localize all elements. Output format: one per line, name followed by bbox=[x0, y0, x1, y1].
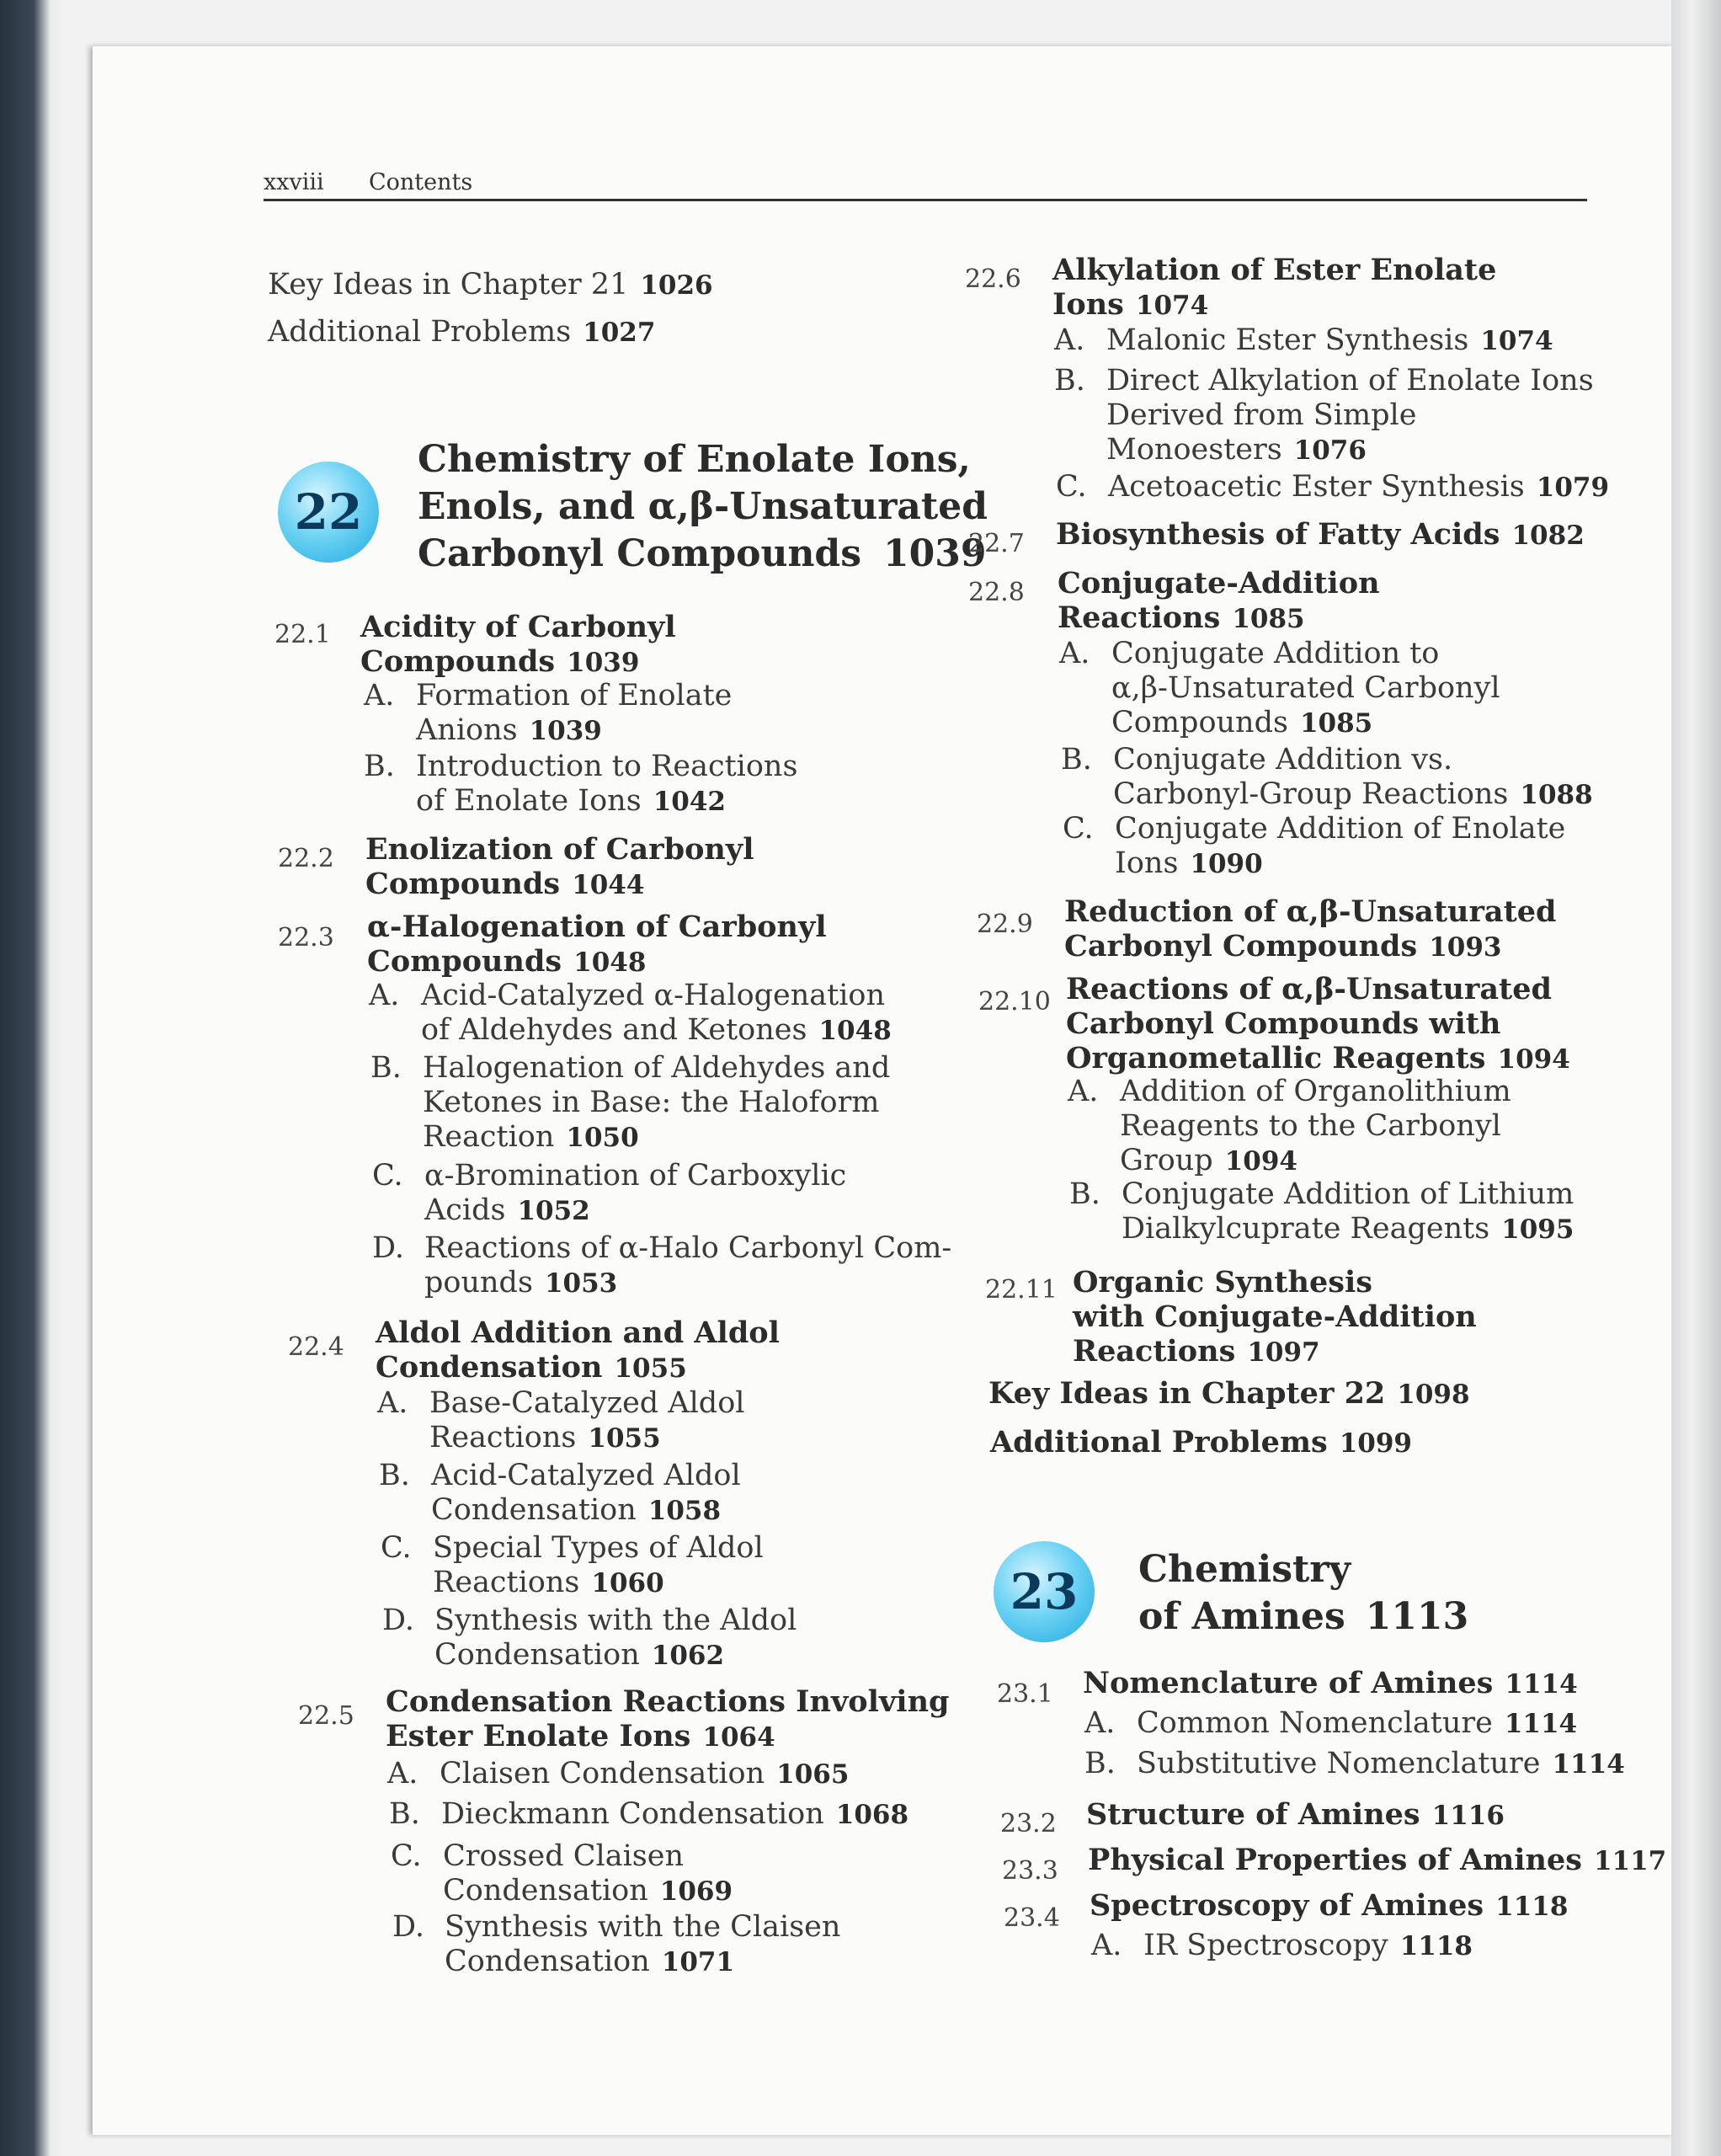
subsection-title: Carbonyl-Group Reactions bbox=[1113, 777, 1509, 811]
subsection-title: Direct Alkylation of Enolate Ions bbox=[1106, 364, 1594, 398]
subsection-title: Anions bbox=[416, 713, 518, 747]
running-head-title: Contents bbox=[369, 169, 473, 195]
subsection-22-8-b bbox=[1061, 743, 1593, 813]
subsection-title: Condensation bbox=[445, 1945, 650, 1978]
subsection-title: Acid-Catalyzed Aldol bbox=[431, 1459, 741, 1492]
section-number: 22.9 bbox=[977, 910, 1033, 939]
page-ref: 1039 bbox=[529, 716, 602, 746]
page-ref: 1064 bbox=[702, 1722, 775, 1753]
subsection-22-6-a bbox=[1054, 323, 1553, 359]
chapter-22-badge bbox=[278, 462, 379, 563]
section-22-7 bbox=[1056, 517, 1585, 553]
section-number: 22.10 bbox=[978, 987, 1051, 1017]
subsection-letter: A. bbox=[1054, 323, 1085, 357]
section-title: Reduction of α,β-Unsaturated bbox=[1064, 894, 1557, 929]
section-title: Reactions bbox=[1058, 600, 1221, 635]
section-title: Structure of Amines bbox=[1086, 1797, 1420, 1832]
section-title: Compounds bbox=[360, 644, 556, 679]
subsection-title: Crossed Claisen bbox=[443, 1839, 684, 1873]
subsection-title: Conjugate Addition of Enolate bbox=[1115, 812, 1566, 846]
page-ref: 1069 bbox=[659, 1876, 733, 1907]
page-ref: 1058 bbox=[647, 1496, 722, 1526]
subsection-letter: C. bbox=[1063, 812, 1094, 846]
section-title: α-Halogenation of Carbonyl bbox=[367, 910, 827, 944]
section-22-10 bbox=[1066, 972, 1570, 1077]
section-title: Carbonyl Compounds bbox=[1064, 929, 1418, 963]
page-edge-strip bbox=[1671, 0, 1721, 2156]
subsection-22-1-a bbox=[364, 679, 732, 749]
section-number: 23.2 bbox=[1000, 1809, 1057, 1838]
section-number: 22.1 bbox=[274, 620, 331, 649]
running-head bbox=[264, 168, 1587, 201]
section-number: 22.11 bbox=[985, 1275, 1058, 1305]
subsection-23-4-a bbox=[1091, 1929, 1473, 1964]
subsection-22-5-c bbox=[391, 1839, 733, 1909]
subsection-letter: A. bbox=[1091, 1929, 1122, 1962]
subsection-title: Reactions bbox=[433, 1566, 580, 1599]
section-22-3 bbox=[367, 910, 827, 980]
subsection-letter: A. bbox=[364, 679, 395, 712]
section-title: Organometallic Reagents bbox=[1066, 1041, 1486, 1075]
subsection-title: Synthesis with the Claisen bbox=[445, 1910, 841, 1944]
key-ideas-22-label: Key Ideas in Chapter 22 bbox=[988, 1376, 1386, 1411]
section-title: Acidity of Carbonyl bbox=[360, 610, 676, 644]
chapter-title-line: of Amines bbox=[1138, 1595, 1345, 1638]
chapter-number: 22 bbox=[294, 483, 363, 541]
subsection-title: Introduction to Reactions bbox=[416, 750, 798, 783]
subsection-title: α,β-Unsaturated Carbonyl bbox=[1111, 671, 1500, 705]
page-ref: 1052 bbox=[517, 1196, 590, 1226]
subsection-23-1-b bbox=[1084, 1747, 1625, 1782]
subsection-title: pounds bbox=[424, 1266, 533, 1299]
section-title: Physical Properties of Amines bbox=[1088, 1843, 1582, 1877]
page-ref: 1085 bbox=[1232, 604, 1305, 634]
subsection-title: Addition of Organolithium bbox=[1120, 1075, 1511, 1108]
section-23-4 bbox=[1090, 1888, 1568, 1924]
page-ref: 1065 bbox=[776, 1759, 850, 1790]
chapter-22-title bbox=[418, 436, 988, 578]
section-22-11 bbox=[1073, 1265, 1477, 1370]
subsection-title: Compounds bbox=[1111, 706, 1288, 739]
subsection-letter: A. bbox=[1084, 1706, 1116, 1740]
section-22-4 bbox=[376, 1315, 780, 1386]
subsection-title: of Enolate Ions bbox=[416, 784, 642, 818]
subsection-title: Common Nomenclature bbox=[1137, 1706, 1493, 1740]
subsection-title: Condensation bbox=[431, 1493, 637, 1527]
page-ref: 1114 bbox=[1504, 1709, 1578, 1739]
section-22-2 bbox=[365, 832, 754, 903]
subsection-title: Base-Catalyzed Aldol bbox=[429, 1386, 745, 1420]
subsection-22-8-c bbox=[1063, 812, 1565, 882]
subsection-22-4-d bbox=[382, 1604, 797, 1673]
section-number: 22.4 bbox=[288, 1332, 344, 1362]
page-ref: 1048 bbox=[818, 1016, 892, 1046]
subsection-letter: D. bbox=[392, 1910, 424, 1944]
section-title: Conjugate-Addition bbox=[1058, 566, 1380, 600]
page-ref: 1099 bbox=[1339, 1428, 1412, 1459]
section-23-2 bbox=[1086, 1797, 1505, 1833]
section-23-1 bbox=[1083, 1666, 1578, 1702]
subsection-title: Ions bbox=[1115, 846, 1179, 880]
subsection-22-10-b bbox=[1069, 1177, 1574, 1247]
subsection-letter: B. bbox=[1084, 1747, 1116, 1780]
subsection-title: Reaction bbox=[423, 1120, 555, 1154]
page-ref: 1027 bbox=[583, 318, 656, 348]
section-title: Reactions bbox=[1073, 1334, 1236, 1369]
section-22-6 bbox=[1052, 253, 1496, 323]
page-ref: 1062 bbox=[651, 1641, 725, 1671]
subsection-letter: D. bbox=[382, 1604, 414, 1637]
page-ref: 1060 bbox=[591, 1568, 664, 1598]
page-ref: 1114 bbox=[1505, 1669, 1578, 1700]
subsection-letter: B. bbox=[364, 750, 395, 783]
section-number: 23.3 bbox=[1002, 1856, 1058, 1886]
subsection-title: Acids bbox=[424, 1193, 506, 1227]
section-number: 22.5 bbox=[298, 1701, 354, 1731]
key-ideas-21-label: Key Ideas in Chapter 21 bbox=[268, 268, 629, 302]
section-title: Enolization of Carbonyl bbox=[365, 832, 754, 867]
section-23-3 bbox=[1088, 1843, 1666, 1879]
page-ref: 1094 bbox=[1497, 1044, 1570, 1075]
subsection-letter: B. bbox=[379, 1459, 410, 1492]
subsection-letter: A. bbox=[369, 979, 400, 1012]
page-ref: 1074 bbox=[1135, 291, 1209, 321]
subsection-title: α-Bromination of Carboxylic bbox=[424, 1159, 847, 1193]
subsection-letter: A. bbox=[1059, 637, 1090, 670]
page-ref: 1118 bbox=[1495, 1892, 1569, 1922]
chapter-title-line: Carbonyl Compounds bbox=[418, 532, 861, 575]
additional-problems-label: Additional Problems bbox=[268, 315, 572, 349]
section-title: Ester Enolate Ions bbox=[386, 1719, 691, 1753]
subsection-letter: B. bbox=[1054, 364, 1085, 398]
subsection-22-4-c bbox=[381, 1531, 764, 1601]
page-ref: 1098 bbox=[1397, 1380, 1470, 1410]
subsection-22-3-c bbox=[372, 1159, 846, 1229]
page-ref: 1026 bbox=[640, 270, 713, 301]
subsection-22-4-a bbox=[377, 1386, 744, 1456]
page-ref: 1055 bbox=[588, 1423, 661, 1454]
page-ref: 1053 bbox=[544, 1268, 618, 1299]
subsection-22-4-b bbox=[379, 1459, 741, 1529]
page-ref: 1082 bbox=[1511, 520, 1585, 551]
subsection-letter: A. bbox=[387, 1757, 418, 1790]
section-title: Carbonyl Compounds with bbox=[1066, 1006, 1501, 1041]
subsection-title: Malonic Ester Synthesis bbox=[1106, 323, 1469, 357]
subsection-22-1-b bbox=[364, 750, 797, 819]
subsection-title: Substitutive Nomenclature bbox=[1137, 1747, 1541, 1780]
section-title: Biosynthesis of Fatty Acids bbox=[1056, 517, 1500, 552]
chapter-page-ref: 1113 bbox=[1365, 1595, 1469, 1638]
subsection-letter: B. bbox=[389, 1797, 420, 1831]
page-ref: 1039 bbox=[567, 648, 640, 678]
key-ideas-21 bbox=[268, 268, 713, 303]
section-number: 23.1 bbox=[997, 1679, 1053, 1709]
subsection-title: Derived from Simple bbox=[1106, 398, 1417, 432]
subsection-title: Conjugate Addition vs. bbox=[1113, 743, 1453, 776]
section-number: 22.2 bbox=[278, 844, 334, 873]
subsection-title: Dialkylcuprate Reagents bbox=[1122, 1212, 1490, 1246]
key-ideas-22 bbox=[988, 1376, 1470, 1412]
chapter-number: 23 bbox=[1010, 1563, 1079, 1620]
page-ref: 1071 bbox=[661, 1947, 735, 1977]
section-number: 22.3 bbox=[278, 923, 334, 953]
page-number-label: xxviii bbox=[264, 169, 324, 195]
subsection-title: Acetoacetic Ester Synthesis bbox=[1108, 470, 1525, 504]
subsection-letter: D. bbox=[372, 1231, 404, 1265]
subsection-title: IR Spectroscopy bbox=[1143, 1929, 1388, 1962]
additional-problems-22 bbox=[990, 1425, 1412, 1461]
page-ref: 1055 bbox=[614, 1353, 687, 1384]
section-title: Compounds bbox=[365, 867, 561, 901]
subsection-title: Halogenation of Aldehydes and bbox=[423, 1051, 891, 1085]
additional-problems-label: Additional Problems bbox=[990, 1425, 1328, 1460]
page-ref: 1042 bbox=[653, 787, 726, 817]
subsection-title: Group bbox=[1120, 1144, 1213, 1177]
subsection-letter: A. bbox=[377, 1386, 408, 1420]
subsection-title: Ketones in Base: the Haloform bbox=[423, 1086, 880, 1119]
subsection-22-10-a bbox=[1068, 1075, 1511, 1179]
chapter-23-title bbox=[1138, 1546, 1468, 1641]
subsection-title: Reactions bbox=[429, 1421, 577, 1454]
subsection-title: of Aldehydes and Ketones bbox=[421, 1013, 807, 1047]
subsection-22-6-b bbox=[1054, 364, 1594, 468]
page-ref: 1044 bbox=[572, 870, 645, 900]
page-ref: 1097 bbox=[1247, 1337, 1320, 1368]
page-ref: 1068 bbox=[835, 1800, 909, 1830]
page-ref: 1114 bbox=[1552, 1749, 1625, 1780]
subsection-title: Conjugate Addition of Lithium bbox=[1122, 1177, 1574, 1211]
subsection-letter: C. bbox=[381, 1531, 412, 1565]
chapter-title-line: Enols, and α,β-Unsaturated bbox=[418, 485, 988, 528]
subsection-letter: C. bbox=[391, 1839, 422, 1873]
subsection-title: Reagents to the Carbonyl bbox=[1120, 1109, 1501, 1143]
subsection-title: Special Types of Aldol bbox=[433, 1531, 764, 1565]
subsection-22-5-b bbox=[389, 1797, 908, 1833]
page-ref: 1076 bbox=[1293, 435, 1367, 466]
subsection-title: Monoesters bbox=[1106, 433, 1282, 467]
additional-problems-21 bbox=[268, 315, 655, 350]
section-title: Spectroscopy of Amines bbox=[1090, 1888, 1484, 1923]
section-22-5 bbox=[386, 1684, 950, 1755]
subsection-title: Condensation bbox=[434, 1638, 640, 1672]
section-title: Ions bbox=[1052, 287, 1124, 322]
page-ref: 1074 bbox=[1480, 326, 1553, 356]
section-title: Condensation Reactions Involving bbox=[386, 1684, 950, 1719]
subsection-title: Condensation bbox=[443, 1874, 648, 1908]
subsection-letter: B. bbox=[1069, 1177, 1100, 1211]
section-title: with Conjugate-Addition bbox=[1073, 1299, 1477, 1334]
section-number: 22.7 bbox=[968, 529, 1025, 558]
subsection-22-5-a bbox=[387, 1757, 849, 1792]
chapter-title-line: Chemistry bbox=[1138, 1548, 1351, 1591]
section-number: 22.8 bbox=[968, 578, 1025, 607]
subsection-title: Reactions of α-Halo Carbonyl Com- bbox=[424, 1231, 952, 1265]
page-ref: 1079 bbox=[1536, 472, 1610, 503]
subsection-letter: C. bbox=[372, 1159, 403, 1193]
subsection-title: Claisen Condensation bbox=[440, 1757, 765, 1790]
chapter-23-badge bbox=[994, 1541, 1095, 1642]
subsection-letter: A. bbox=[1068, 1075, 1099, 1108]
section-title: Organic Synthesis bbox=[1073, 1265, 1372, 1299]
section-title: Aldol Addition and Aldol bbox=[376, 1315, 780, 1350]
section-title: Reactions of α,β-Unsaturated bbox=[1066, 972, 1552, 1006]
page-ref: 1085 bbox=[1299, 708, 1373, 739]
page-ref: 1117 bbox=[1593, 1846, 1667, 1876]
page-ref: 1048 bbox=[573, 947, 647, 978]
subsection-23-1-a bbox=[1084, 1706, 1577, 1742]
section-22-1 bbox=[360, 610, 676, 680]
section-number: 22.6 bbox=[965, 264, 1021, 294]
subsection-title: Dieckmann Condensation bbox=[441, 1797, 824, 1831]
page-ref: 1090 bbox=[1190, 849, 1263, 879]
section-title: Compounds bbox=[367, 944, 562, 979]
page-ref: 1116 bbox=[1431, 1801, 1505, 1831]
chapter-title-line: Chemistry of Enolate Ions, bbox=[418, 438, 971, 481]
subsection-letter: B. bbox=[1061, 743, 1092, 776]
subsection-title: Conjugate Addition to bbox=[1111, 637, 1440, 670]
section-22-9 bbox=[1064, 894, 1557, 965]
subsection-22-6-c bbox=[1056, 470, 1609, 505]
section-title: Condensation bbox=[376, 1350, 603, 1385]
section-number: 23.4 bbox=[1004, 1903, 1060, 1933]
subsection-letter: C. bbox=[1056, 470, 1087, 504]
page-ref: 1093 bbox=[1429, 932, 1502, 963]
page-ref: 1094 bbox=[1224, 1146, 1297, 1177]
subsection-title: Acid-Catalyzed α-Halogenation bbox=[421, 979, 886, 1012]
subsection-title: Formation of Enolate bbox=[416, 679, 733, 712]
subsection-22-5-d bbox=[392, 1910, 840, 1980]
page-ref: 1118 bbox=[1399, 1931, 1473, 1961]
subsection-22-3-a bbox=[369, 979, 892, 1049]
section-22-8 bbox=[1058, 566, 1380, 637]
subsection-22-3-d bbox=[372, 1231, 951, 1301]
section-title: Alkylation of Ester Enolate bbox=[1052, 253, 1497, 287]
page-ref: 1088 bbox=[1520, 780, 1593, 810]
subsection-22-3-b bbox=[370, 1051, 890, 1155]
section-title: Nomenclature of Amines bbox=[1083, 1666, 1494, 1700]
subsection-letter: B. bbox=[370, 1051, 402, 1085]
page-ref: 1050 bbox=[566, 1123, 639, 1153]
chapter-page-ref: 1039 bbox=[882, 532, 987, 575]
subsection-22-8-a bbox=[1059, 637, 1500, 741]
subsection-title: Synthesis with the Aldol bbox=[434, 1604, 797, 1637]
page-ref: 1095 bbox=[1501, 1214, 1574, 1245]
